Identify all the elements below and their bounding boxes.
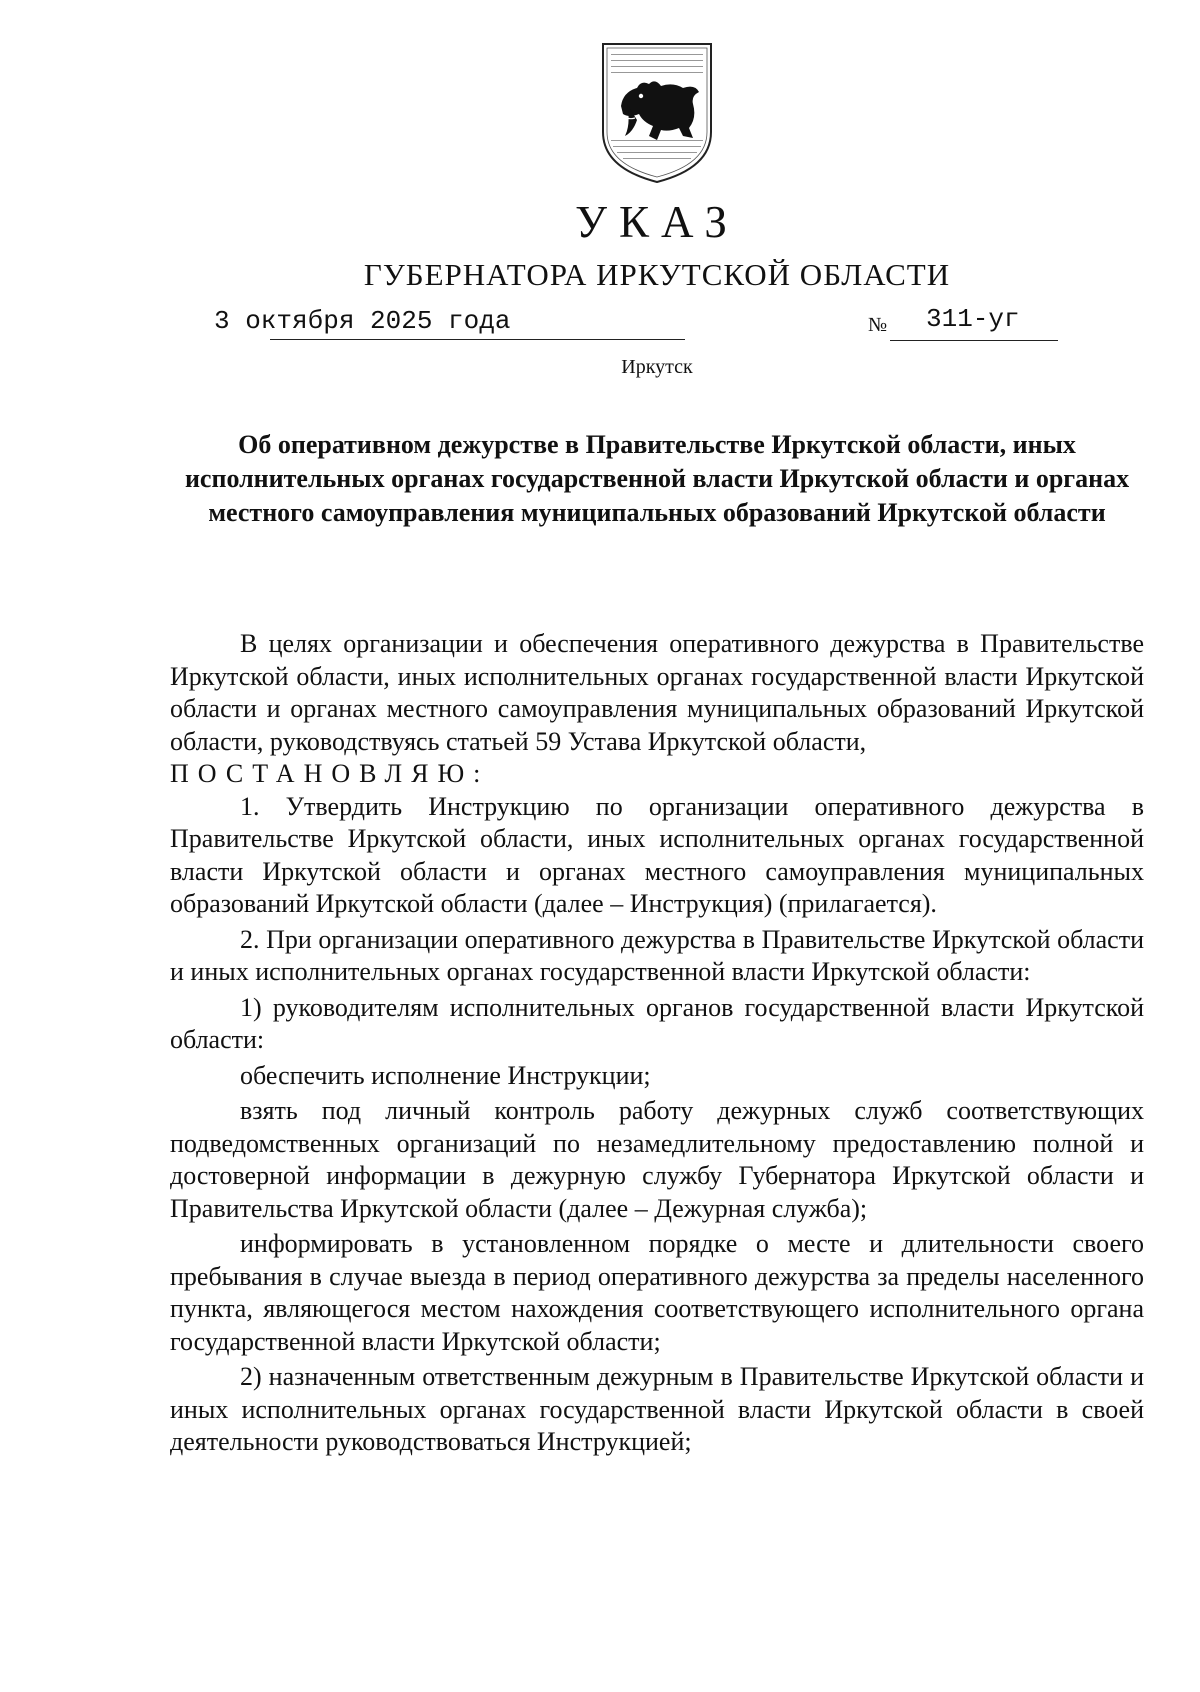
date-underline — [270, 339, 685, 340]
coat-of-arms-icon — [599, 40, 715, 186]
paragraph-2-1-a: обеспечить исполнение Инструкции; — [240, 1060, 651, 1090]
issuer-title: ГУБЕРНАТОРА ИРКУТСКОЙ ОБЛАСТИ — [363, 257, 951, 292]
paragraph-2-1-c: информировать в установленном порядке о месте и длительности своего пребывания в случае выезда в период оперативного дежурства за пределы населенного пункта, являющегося местом нахождения соответствующего исполнительного органа государственной власти Иркутской области; — [170, 1229, 1144, 1356]
paragraph-1: 1. Утвердить Инструкцию по организации оперативного дежурства в Правительстве Иркутской области, иных исполнительных органах государственной власти Иркутской области и органах местного самоуправления муниципальных образований Иркутской области (далее – Инструкция) (прилагается). — [170, 791, 1144, 918]
decree-number: 311-уг — [926, 304, 1020, 334]
decree-date — [214, 306, 511, 336]
decree-title: Об оперативном дежурстве в Правительстве Иркутской области, иных исполнительных органах государственной власти Иркутской области и органах местного самоуправления муниципальных образований Иркутской области — [184, 430, 1130, 527]
decree-word: ПОСТАНОВЛЯЮ: — [170, 759, 490, 788]
preamble: В целях организации и обеспечения оперативного дежурства в Правительстве Иркутской области, иных исполнительных органах государственной власти Иркутской области и органах местного самоуправления муниципальных образований Иркутской области, руководствуясь статьей 59 Устава Иркутской области, — [170, 629, 1144, 756]
paragraph-2-1-b: взять под личный контроль работу дежурных служб соответствующих подведомственных организаций по незамедлительному предоставлению полной и достоверной информации в дежурную службу Губернатора Иркутской области и Правительства Иркутской области (далее – Дежурная служба); — [170, 1096, 1144, 1223]
document-type: УКАЗ — [575, 197, 739, 247]
city: Иркутск — [621, 356, 693, 378]
paragraph-2: 2. При организации оперативного дежурства в Правительстве Иркутской области и иных исполнительных органах государственной власти Иркутской области: — [170, 924, 1144, 986]
date-text: 3 октября 2025 года — [214, 306, 511, 336]
number-sign: № — [868, 314, 888, 336]
number-underline — [890, 340, 1058, 341]
paragraph-2-2: 2) назначенным ответственным дежурным в Правительстве Иркутской области и иных исполнительных органах государственной власти Иркутской области в своей деятельности руководствоваться Инструкцией; — [170, 1362, 1144, 1456]
decree-body — [170, 628, 1144, 1459]
paragraph-2-1: 1) руководителям исполнительных органов государственной власти Иркутской области: — [170, 992, 1144, 1054]
